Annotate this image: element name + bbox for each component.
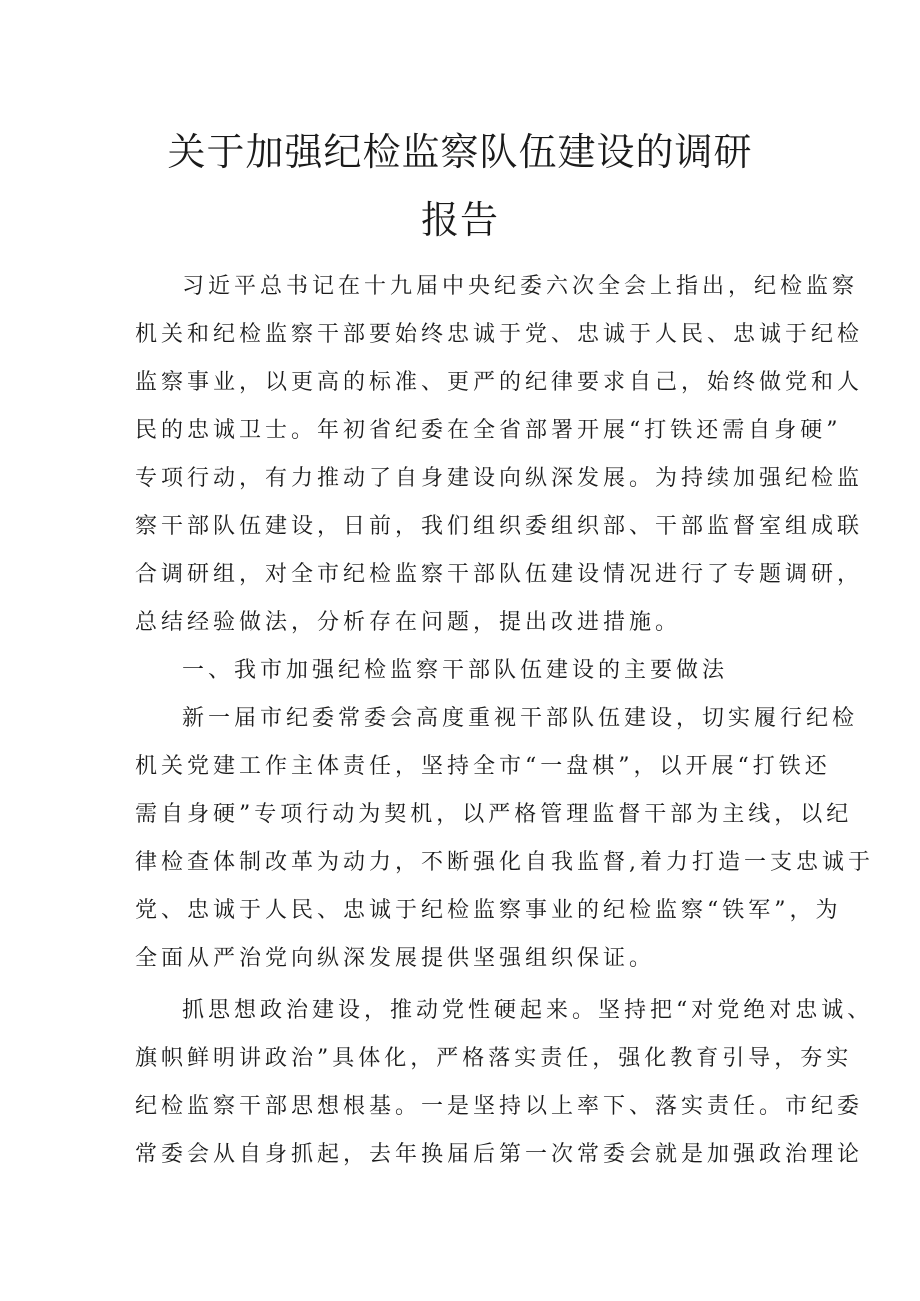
- paragraph-1-line: 合调研组，对全市纪检监察干部队伍建设情况进行了专题调研，: [135, 562, 864, 587]
- paragraph-1-line: 总结经验做法，分析存在问题，提出改进措施。: [135, 610, 682, 635]
- paragraph-2-line: 全面从严治党向纵深发展提供坚强组织保证。: [135, 946, 656, 971]
- section-heading: 一、我市加强纪检监察干部队伍建设的主要做法: [182, 658, 729, 683]
- document-title-line-1: 关于加强纪检监察队伍建设的调研: [167, 130, 753, 174]
- document-title-line-2: 报告: [420, 198, 499, 242]
- paragraph-2-line: 党、忠诚于人民、忠诚于纪检监察事业的纪检监察“铁军”，为: [135, 898, 842, 923]
- paragraph-1-line: 民的忠诚卫士。年初省纪委在全省部署开展“打铁还需自身硬”: [135, 418, 842, 443]
- paragraph-1-line: 机关和纪检监察干部要始终忠诚于党、忠诚于人民、忠诚于纪检: [135, 322, 864, 347]
- paragraph-1-line: 专项行动，有力推动了自身建设向纵深发展。为持续加强纪检监: [135, 466, 864, 491]
- paragraph-3-line: 常委会从自身抓起，去年换届后第一次常委会就是加强政治理论: [135, 1142, 864, 1167]
- paragraph-2-line: 机关党建工作主体责任，坚持全市“一盘棋”，以开展“打铁还: [135, 754, 831, 779]
- paragraph-3-line: 抓思想政治建设，推动党性硬起来。坚持把“对党绝对忠诚、: [182, 998, 874, 1023]
- paragraph-2-line: 需自身硬”专项行动为契机，以严格管理监督干部为主线，以纪: [135, 802, 853, 827]
- paragraph-2-line: 律检查体制改革为动力，不断强化自我监督,着力打造一支忠诚于: [135, 850, 874, 875]
- paragraph-1-line: 察干部队伍建设，日前，我们组织委组织部、干部监督室组成联: [135, 514, 864, 539]
- paragraph-3-line: 纪检监察干部思想根基。一是坚持以上率下、落实责任。市纪委: [135, 1094, 864, 1119]
- paragraph-2-line: 新一届市纪委常委会高度重视干部队伍建设，切实履行纪检: [182, 706, 859, 731]
- paragraph-1-line: 习近平总书记在十九届中央纪委六次全会上指出，纪检监察: [182, 274, 859, 299]
- paragraph-1-line: 监察事业，以更高的标准、更严的纪律要求自己，始终做党和人: [135, 370, 864, 395]
- paragraph-3-line: 旗帜鲜明讲政治”具体化，严格落实责任，强化教育引导，夯实: [135, 1046, 853, 1071]
